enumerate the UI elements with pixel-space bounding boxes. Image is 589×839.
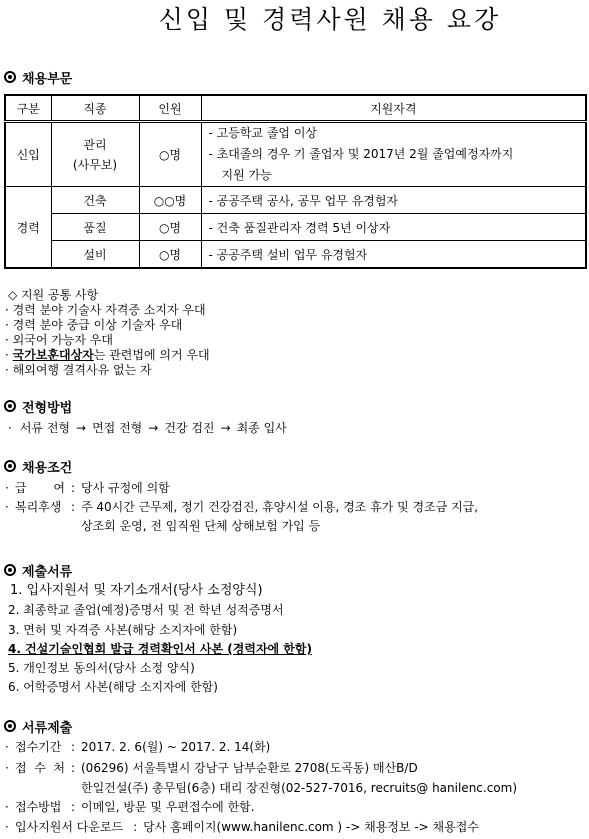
section-heading-recruitment bbox=[4, 68, 72, 86]
table-row-experienced-facilities bbox=[5, 241, 586, 269]
common-item: · 경력 분야 중급 이상 기술자 우대 bbox=[5, 318, 183, 332]
submission-label: 접수기간 bbox=[15, 740, 62, 754]
document-title: 신입 및 경력사원 채용 요강 bbox=[158, 5, 502, 34]
header-job: 직종 bbox=[51, 95, 139, 122]
document-item: 5. 개인정보 동의서(당사 소정 양식) bbox=[8, 661, 195, 675]
submission-period bbox=[5, 740, 270, 755]
condition-value: 당사 규정에 의함 bbox=[81, 481, 170, 495]
section-heading-text: 전형방법 bbox=[22, 400, 73, 416]
bullet: · bbox=[8, 421, 12, 435]
headcount-cell: ○명 bbox=[139, 122, 201, 187]
qualification-line: - 고등학교 졸업 이상 bbox=[208, 126, 318, 140]
qualification-line: - 초대졸의 경우 기 졸업자 및 2017년 2월 졸업예정자까지 bbox=[208, 147, 514, 161]
header-headcount: 인원 bbox=[139, 95, 201, 122]
submission-place bbox=[5, 761, 418, 776]
bullet: · bbox=[5, 800, 9, 814]
common-requirements-heading: ◇ 지원 공통 사항 bbox=[8, 288, 99, 302]
colon: : bbox=[133, 820, 138, 834]
category-new-hire: 신입 bbox=[5, 122, 51, 187]
bullet: · bbox=[5, 500, 9, 514]
condition-benefits bbox=[5, 500, 478, 515]
selection-step: 서류 전형 bbox=[19, 421, 71, 435]
submission-label: 입사지원서 다운로드 bbox=[15, 820, 124, 834]
bullet: · bbox=[5, 761, 9, 775]
bullet: · bbox=[5, 348, 13, 362]
document-item: 6. 어학증명서 사본(해당 소지자에 한함) bbox=[8, 680, 218, 694]
document-item-emphasized: 4. 건설기술인협회 발급 경력확인서 사본 (경력자에 한함) bbox=[8, 642, 312, 656]
submission-value: 2017. 2. 6(월) ~ 2017. 2. 14(화) bbox=[81, 740, 271, 754]
fisheye-bullet-icon bbox=[4, 400, 16, 412]
headcount-cell: ○○명 bbox=[139, 187, 201, 214]
arrow-right-icon: → bbox=[76, 421, 87, 435]
job-name: 관리 bbox=[83, 137, 107, 152]
common-item: · 외국어 가능자 우대 bbox=[5, 333, 113, 347]
veterans-emphasis: 국가보훈대상자 bbox=[12, 348, 94, 362]
section-heading-text: 서류제출 bbox=[22, 720, 73, 736]
job-cell-admin bbox=[51, 122, 139, 187]
condition-salary bbox=[5, 481, 170, 496]
document-item: 2. 최종학교 졸업(예정)증명서 및 전 학년 성적증명서 bbox=[8, 603, 284, 617]
header-category: 구분 bbox=[5, 95, 51, 122]
submission-place-continuation: 한일건설(주) 총무팀(6층) 대리 장진형(02-527-7016, recruits@ hanilenc.com) bbox=[81, 781, 518, 795]
header-qualification: 지원자격 bbox=[201, 95, 586, 122]
table-row-new-hire bbox=[5, 122, 586, 187]
bullet: · bbox=[5, 820, 9, 834]
category-experienced: 경력 bbox=[5, 187, 51, 269]
fisheye-bullet-icon bbox=[4, 720, 16, 732]
fisheye-bullet-icon bbox=[4, 71, 16, 83]
recruitment-table bbox=[4, 94, 587, 269]
bullet: · bbox=[5, 740, 9, 754]
common-requirements bbox=[5, 288, 210, 378]
job-cell: 품질 bbox=[51, 214, 139, 241]
colon: : bbox=[70, 740, 76, 754]
colon: : bbox=[70, 800, 76, 814]
submission-label: 접수방법 bbox=[15, 800, 62, 814]
table-row-experienced-architecture bbox=[5, 187, 586, 214]
colon: : bbox=[70, 761, 76, 775]
common-item-veterans bbox=[5, 348, 210, 363]
section-heading-text: 제출서류 bbox=[22, 564, 73, 580]
qualification-cell: - 공공주택 공사, 공무 업무 유경험자 bbox=[201, 187, 586, 214]
submission-method bbox=[5, 800, 255, 815]
job-cell: 설비 bbox=[51, 241, 139, 269]
qualification-line: 지원 가능 bbox=[221, 168, 272, 182]
section-heading-submission bbox=[4, 717, 72, 735]
common-item: · 경력 분야 기술사 자격증 소지자 우대 bbox=[5, 303, 206, 317]
selection-step: 면접 전형 bbox=[92, 421, 143, 435]
section-heading-text: 채용조건 bbox=[22, 460, 73, 476]
submission-download bbox=[5, 820, 479, 835]
table-header-row bbox=[5, 95, 586, 122]
section-heading-text: 채용부문 bbox=[22, 71, 73, 87]
section-heading-documents bbox=[4, 561, 72, 579]
bullet: · bbox=[5, 481, 9, 495]
document-item: 1. 입사지원서 및 자기소개서(당사 소정양식) bbox=[10, 583, 263, 598]
selection-step: 최종 입사 bbox=[236, 421, 287, 435]
qualification-cell: - 공공주택 설비 업무 유경험자 bbox=[201, 241, 586, 269]
selection-steps bbox=[8, 421, 287, 436]
colon: : bbox=[70, 500, 76, 514]
submission-value: (06296) 서울특별시 강남구 남부순환로 2708(도곡동) 매산B/D bbox=[81, 761, 418, 775]
fisheye-bullet-icon bbox=[4, 564, 16, 576]
common-item: · 해외여행 결격사유 없는 자 bbox=[5, 363, 152, 377]
condition-label: 급 여 bbox=[15, 481, 65, 495]
job-name-detail: (사무보) bbox=[72, 157, 118, 172]
submission-value: 이메일, 방문 및 우편접수에 한함. bbox=[81, 800, 255, 814]
document-item: 3. 면허 및 자격증 사본(해당 소지자에 한함) bbox=[8, 623, 238, 637]
table-row-experienced-quality bbox=[5, 214, 586, 241]
section-heading-conditions bbox=[4, 457, 72, 475]
selection-step: 건강 검진 bbox=[164, 421, 215, 435]
headcount-cell: ○명 bbox=[139, 214, 201, 241]
arrow-right-icon: → bbox=[220, 421, 231, 435]
job-cell: 건축 bbox=[51, 187, 139, 214]
arrow-right-icon: → bbox=[148, 421, 159, 435]
qualification-cell bbox=[201, 122, 586, 187]
condition-benefits-continuation: 상조회 운영, 전 임직원 단체 상해보험 가입 등 bbox=[81, 519, 321, 533]
veterans-rest: 는 관련법에 의거 우대 bbox=[93, 348, 210, 362]
colon: : bbox=[70, 481, 76, 495]
fisheye-bullet-icon bbox=[4, 460, 16, 472]
qualification-cell: - 건축 품질관리자 경력 5년 이상자 bbox=[201, 214, 586, 241]
submission-value: 당사 홈페이지(www.hanilenc.com ) -> 채용정보 -> 채용접수 bbox=[143, 820, 479, 834]
section-heading-selection bbox=[4, 397, 72, 415]
headcount-cell: ○명 bbox=[139, 241, 201, 269]
condition-label: 복리후생 bbox=[15, 500, 62, 514]
submission-label: 접 수 처 bbox=[15, 761, 65, 775]
condition-value: 주 40시간 근무제, 정기 건강검진, 휴양시설 이용, 경조 휴가 및 경조금 지급, bbox=[81, 500, 479, 514]
